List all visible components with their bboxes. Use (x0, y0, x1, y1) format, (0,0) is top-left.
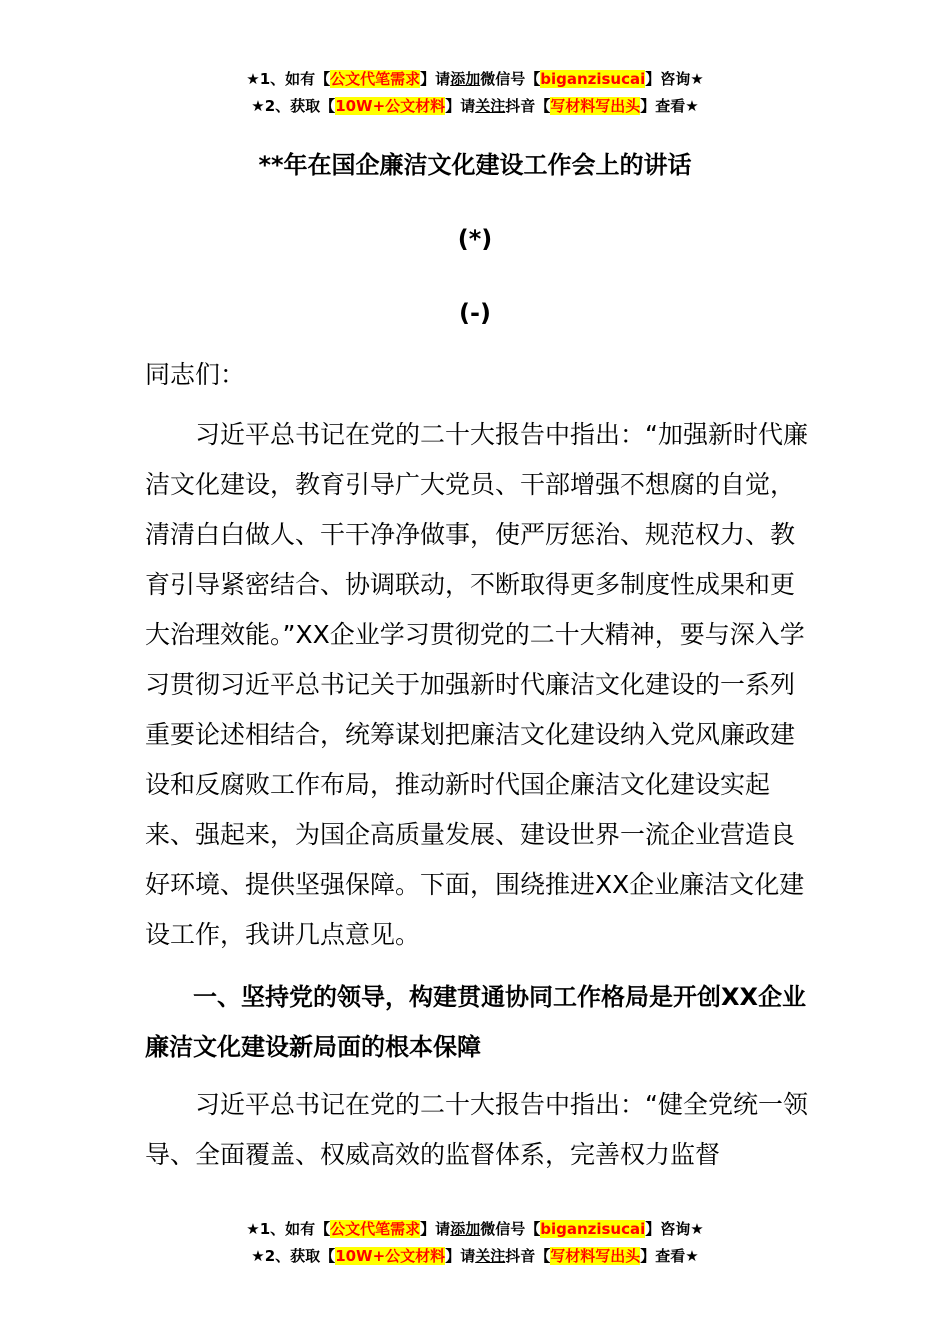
banner-text: 抖音【 (505, 97, 551, 115)
banner-text: 微信号【 (480, 1220, 541, 1238)
document-body (145, 350, 810, 1180)
paragraph: 习近平总书记在党的二十大报告中指出：“健全党统一领导、全面覆盖、权威高效的监督体系，完善权力监督 (145, 1090, 808, 1169)
banner-text: 】咨询★ (645, 1220, 704, 1238)
footer-banner (0, 1216, 950, 1270)
banner-highlight: 写材料写出头 (550, 1247, 641, 1265)
banner-text: 】请 (420, 70, 451, 88)
banner-highlight: 10W+公文材料 (335, 1247, 446, 1265)
document-title: **年在国企廉洁文化建设工作会上的讲话 (258, 151, 692, 179)
banner-underline: 关注 (475, 97, 506, 115)
document-subtitle-author: (*) (457, 225, 493, 253)
header-banner (0, 66, 950, 120)
paragraph: 习近平总书记在党的二十大报告中指出：“加强新时代廉洁文化建设，教育引导广大党员、干部增强不想腐的自觉，清清白白做人、干干净净做事，使严厉惩治、规范权力、教育引导紧密结合、协调联动，不断取得更多制度性成果和更大治理效能。”XX企业学习贯彻党的二十大精神，要与深入学习贯彻习近平总书记关于加强新时代廉洁文化建设的一系列重要论述相结合，统筹谋划把廉洁文化建设纳入党风廉政建设和反腐败工作布局，推动新时代国企廉洁文化建设实起来、强起来，为国企高质量发展、建设世界一流企业营造良好环境、提供坚强保障。下面，围绕推进XX企业廉洁文化建设工作，我讲几点意见。 (145, 420, 808, 949)
banner-text: 抖音【 (505, 1247, 551, 1265)
greeting: 同志们： (145, 360, 246, 389)
banner-text: 】请 (445, 97, 476, 115)
banner-underline: 添加 (450, 1220, 481, 1238)
banner-highlight: biganzisucai (540, 1220, 646, 1238)
banner-highlight: 10W+公文材料 (335, 97, 446, 115)
banner-line-2 (0, 1243, 950, 1270)
banner-text: 】请 (420, 1220, 451, 1238)
banner-text: ★2、获取【 (251, 1247, 336, 1265)
banner-line-1 (0, 1216, 950, 1243)
banner-highlight: 写材料写出头 (550, 97, 641, 115)
banner-highlight: 公文代笔需求 (330, 1220, 421, 1238)
banner-text: ★1、如有【 (246, 1220, 331, 1238)
banner-underline: 关注 (475, 1247, 506, 1265)
banner-text: ★2、获取【 (251, 97, 336, 115)
banner-highlight: biganzisucai (540, 70, 646, 88)
banner-text: 微信号【 (480, 70, 541, 88)
banner-line-1 (0, 66, 950, 93)
banner-text: 】请 (445, 1247, 476, 1265)
banner-text: 】查看★ (640, 97, 699, 115)
banner-text: ★1、如有【 (246, 70, 331, 88)
section-heading: 一、坚持党的领导，构建贯通协同工作格局是开创XX企业廉洁文化建设新局面的根本保障 (145, 983, 807, 1061)
banner-text: 】咨询★ (645, 70, 704, 88)
document-subtitle-date: (-) (459, 299, 491, 327)
banner-highlight: 公文代笔需求 (330, 70, 421, 88)
banner-underline: 添加 (450, 70, 481, 88)
banner-text: 】查看★ (640, 1247, 699, 1265)
banner-line-2 (0, 93, 950, 120)
